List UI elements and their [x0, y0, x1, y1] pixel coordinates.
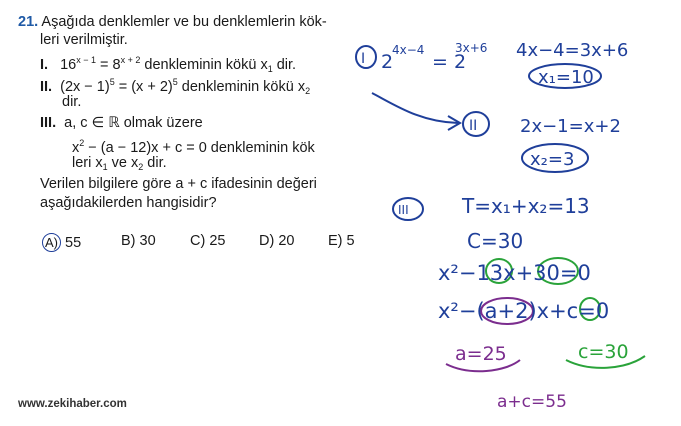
hw-step1-base: 2: [381, 51, 394, 73]
item-1-base: 16: [60, 57, 77, 73]
item-1-exp1: x − 1: [76, 55, 96, 65]
hw-step2-label: II: [469, 118, 478, 134]
option-e-letter: E): [328, 233, 343, 249]
item-3-cont-c: dir.: [143, 155, 167, 171]
item-2-exp2: 5: [172, 77, 178, 87]
option-c-letter: C): [190, 233, 206, 249]
question-stem-line2: leri verilmiştir.: [40, 32, 128, 48]
hw-step1-exp-b: 3x+6: [455, 41, 488, 55]
arrow-line: [372, 93, 458, 123]
stem-text: Aşağıda denklemler ve bu denklemlerin kök-: [41, 14, 327, 30]
option-c-value: 25: [209, 233, 226, 249]
item-3-sub2: 2: [138, 162, 144, 172]
hw-step1-exp-a: 4x−4: [392, 43, 425, 57]
hw-final: a+c=55: [497, 392, 567, 412]
item-3-cont-a: leri x: [72, 155, 103, 171]
hw-equation-b: x²−(a+2)x+c=0: [438, 299, 610, 323]
item-2-mid: = (x + 2): [114, 79, 173, 95]
hw-step3-label: III: [398, 203, 409, 217]
hw-step3-sum: T=x₁+x₂=13: [462, 194, 590, 218]
item-2-lhs: (2x − 1): [60, 79, 110, 95]
item-2-label: II.: [40, 79, 53, 95]
item-2-tail: denkleminin kökü x: [177, 79, 306, 95]
option-b-letter: B): [121, 233, 136, 249]
option-d-value: 20: [278, 233, 295, 249]
item-1-label: I.: [40, 57, 49, 73]
ask-line1: Verilen bilgilere göre a + c ifadesinin değeri: [40, 176, 317, 192]
option-a-value: 55: [65, 235, 82, 251]
item-1-end: dir.: [272, 57, 297, 73]
item-1-tail: denkleminin kökü x: [140, 57, 268, 73]
hw-equation-a: x²−13x+30=0: [438, 261, 591, 285]
item-2-sub: 2: [305, 86, 311, 96]
hw-step2-linear: 2x−1=x+2: [520, 116, 621, 137]
item-1-eq: = 8: [96, 57, 121, 73]
item-2-exp1: 5: [109, 77, 115, 87]
site-watermark: www.zekihaber.com: [18, 398, 127, 410]
hw-c-result: c=30: [578, 341, 629, 363]
hw-step2-result: x₂=3: [530, 149, 575, 170]
hw-step1-result: x₁=10: [538, 67, 594, 88]
item-3-rest: − (a − 12)x + c = 0 denkleminin kök: [84, 140, 315, 156]
hw-step1-eq: = 2: [432, 51, 467, 73]
item-3-text: a, c ∈ ℝ olmak üzere: [64, 115, 203, 131]
hw-step3-product: C=30: [467, 229, 524, 253]
item-3-sub1: 1: [102, 162, 108, 172]
question-number: 21.: [18, 14, 39, 30]
item-3-exp: 2: [79, 138, 85, 148]
hw-a-result: a=25: [455, 343, 507, 365]
hw-step1-label: I: [361, 51, 366, 67]
hw-step1-linear: 4x−4=3x+6: [516, 40, 629, 61]
item-3-label: III.: [40, 115, 57, 131]
item-3-x: x: [72, 140, 80, 156]
step1-label-circle: [356, 46, 376, 68]
option-b-value: 30: [139, 233, 156, 249]
option-d-letter: D): [259, 233, 275, 249]
item-3-cont-b: ve x: [107, 155, 139, 171]
item-2-cont: dir.: [62, 94, 82, 110]
option-a-letter-circled: A): [42, 233, 61, 252]
ask-line2: aşağıdakilerden hangisidir?: [40, 195, 217, 211]
option-e-value: 5: [346, 233, 355, 249]
item-1-sub: 1: [267, 64, 273, 74]
item-1-exp2: x + 2: [120, 55, 141, 65]
